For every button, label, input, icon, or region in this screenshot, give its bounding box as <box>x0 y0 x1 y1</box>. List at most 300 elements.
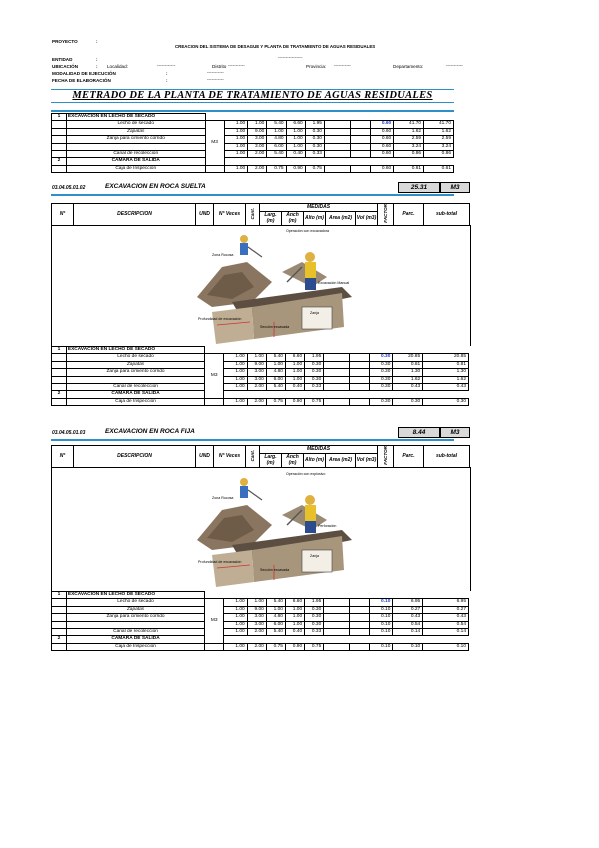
subtotal-cell: 20.85 <box>423 354 469 361</box>
cant-cell: 9.00 <box>248 128 267 135</box>
unit-cell: M3 <box>205 599 224 643</box>
section3-name: EXCAVACION EN ROCA FIJA <box>105 428 195 435</box>
localidad-label: Localidad: <box>107 64 128 69</box>
col-cant: Cant. <box>246 446 260 468</box>
veces-cell: 1.00 <box>224 376 247 383</box>
larg-cell: 1.00 <box>266 361 285 368</box>
parc-cell: 0.81 <box>393 361 423 368</box>
area-cell <box>324 376 350 383</box>
table-row <box>52 606 469 613</box>
col-parc: Parc. <box>394 204 424 226</box>
group-label: CAMARA DE SALIDA <box>66 636 204 643</box>
section2-rule <box>51 194 454 196</box>
vol-cell <box>350 136 370 143</box>
col-medidas: MEDIDAS <box>260 446 378 454</box>
subtotal-cell: 41.70 <box>424 121 454 128</box>
vol-cell <box>350 128 370 135</box>
parc-cell: 0.61 <box>394 165 424 172</box>
col-cant: Cant. <box>246 204 260 226</box>
cant-cell: 1.00 <box>247 354 266 361</box>
anch-cell: 1.00 <box>286 143 305 150</box>
col-n: N° <box>52 204 74 226</box>
vol-cell <box>350 121 370 128</box>
anch-cell: 6.60 <box>285 354 304 361</box>
col-n: N° <box>52 446 74 468</box>
cant-cell: 3.00 <box>247 614 266 621</box>
section3-header <box>51 445 470 468</box>
anch-cell: 0.40 <box>286 150 305 157</box>
fecha-colon: : <box>166 78 168 83</box>
col-factor: FACTOR <box>378 204 394 226</box>
img-label-b: Zona Rocosa <box>212 496 234 500</box>
alto-cell: 1.95 <box>305 599 324 606</box>
cant-cell: 3.00 <box>248 136 267 143</box>
vol-cell <box>349 614 369 621</box>
alto-cell: 0.75 <box>305 398 324 405</box>
page-title: METRADO DE LA PLANTA DE TRATAMIENTO DE AGUAS RESIDUALES <box>72 90 433 101</box>
anch-cell: 1.00 <box>286 136 305 143</box>
anch-cell: 1.00 <box>285 369 304 376</box>
parc-cell: 20.85 <box>393 354 423 361</box>
anch-cell: 1.00 <box>285 614 304 621</box>
section2-unit: M3 <box>440 182 470 193</box>
table-row <box>52 136 454 143</box>
img-label-a: Operación con explosivo <box>286 472 326 476</box>
vol-cell <box>349 398 369 405</box>
parc-cell: 3.24 <box>394 143 424 150</box>
alto-cell: 0.33 <box>305 383 324 390</box>
table-row <box>52 114 454 121</box>
alto-cell: 0.30 <box>305 606 324 613</box>
larg-cell: 5.40 <box>267 150 286 157</box>
col-parc: Parc. <box>394 446 424 468</box>
area-cell <box>324 121 350 128</box>
table-row <box>52 599 469 606</box>
table-row <box>52 643 469 650</box>
larg-cell: 5.40 <box>266 599 285 606</box>
col-alto: Alto (m) <box>304 211 326 225</box>
row-desc: Caja de Inspeccion <box>66 643 204 650</box>
larg-cell: 4.80 <box>266 614 285 621</box>
row-desc: Caja de Inspeccion <box>66 398 204 405</box>
factor-cell: 0.30 <box>369 369 392 376</box>
vol-cell <box>349 599 369 606</box>
departamento-value: ----------- <box>446 63 463 68</box>
col-descripcion: DESCRIPCION <box>74 204 196 226</box>
img-label-f: Sección excavada <box>260 568 290 572</box>
area-cell <box>324 599 350 606</box>
table-row <box>52 614 469 621</box>
veces-cell: 1.00 <box>224 614 247 621</box>
veces-cell: 1.00 <box>224 606 247 613</box>
fecha-value: ----------- <box>207 77 224 82</box>
alto-cell: 0.30 <box>305 614 324 621</box>
factor-cell: 0.60 <box>370 121 393 128</box>
table-row <box>52 369 469 376</box>
anch-cell: 0.90 <box>286 165 305 172</box>
section2-table <box>51 346 469 406</box>
subtotal-cell: 0.54 <box>423 621 469 628</box>
area-cell <box>324 614 350 621</box>
row-desc: Lecho de secado <box>66 599 204 606</box>
row-desc <box>66 376 204 383</box>
section2-image-area <box>51 225 471 346</box>
row-desc <box>66 621 204 628</box>
cant-cell: 2.00 <box>248 150 267 157</box>
area-cell <box>324 643 350 650</box>
area-cell <box>324 361 350 368</box>
entidad-label: ENTIDAD <box>52 57 73 62</box>
anch-cell: 0.40 <box>285 628 304 635</box>
table-row <box>52 143 454 150</box>
parc-cell: 1.62 <box>393 376 423 383</box>
parc-cell: 0.30 <box>393 398 423 405</box>
provincia-value: ----------- <box>334 63 351 68</box>
col-anch: Anch (m) <box>282 453 304 467</box>
anch-cell: 1.00 <box>286 128 305 135</box>
larg-cell: 6.00 <box>266 376 285 383</box>
veces-cell: 1.00 <box>224 354 247 361</box>
larg-cell: 4.80 <box>266 369 285 376</box>
area-cell <box>324 383 350 390</box>
row-desc: Lecho de secado <box>66 354 204 361</box>
group-label: CAMARA DE SALIDA <box>66 158 205 165</box>
img-label-d: Zanja <box>310 554 319 558</box>
table-row <box>52 347 469 354</box>
area-cell <box>324 369 350 376</box>
proyecto-label: PROYECTO <box>52 39 78 44</box>
factor-cell: 0.60 <box>370 143 393 150</box>
anch-cell: 1.00 <box>285 621 304 628</box>
subtotal-cell: 0.30 <box>423 398 469 405</box>
vol-cell <box>349 643 369 650</box>
alto-cell: 1.95 <box>305 354 324 361</box>
col-vol: Vol (m3) <box>356 211 378 225</box>
larg-cell: 6.00 <box>266 621 285 628</box>
title-bar <box>51 89 454 103</box>
entidad-colon: : <box>96 57 98 62</box>
anch-cell: 0.40 <box>285 383 304 390</box>
area-cell <box>324 621 350 628</box>
table1 <box>51 113 454 173</box>
section3-rule <box>51 439 454 441</box>
subtotal-cell: 6.95 <box>423 599 469 606</box>
col-und: UND <box>196 204 214 226</box>
col-subtotal: sub-total <box>424 446 470 468</box>
col-veces: N° Veces <box>214 204 246 226</box>
section2-code: 03.04.05.01.02 <box>52 185 86 191</box>
parc-cell: 0.43 <box>393 614 423 621</box>
section3-qty: 8.44 <box>398 427 440 438</box>
img-label-e: Profundidad de excavación <box>198 317 242 321</box>
col-area: Area (m2) <box>326 453 356 467</box>
img-label-f: Sección excavada <box>260 325 290 329</box>
subtotal-cell: 0.43 <box>423 614 469 621</box>
area-cell <box>324 354 350 361</box>
area-cell <box>324 398 350 405</box>
cant-cell: 3.00 <box>247 376 266 383</box>
alto-cell: 0.75 <box>305 165 324 172</box>
parc-cell: 6.95 <box>393 599 423 606</box>
table-row <box>52 592 469 599</box>
larg-cell: 6.00 <box>267 143 286 150</box>
alto-cell: 0.30 <box>305 621 324 628</box>
row-desc: Lecho de secado <box>66 121 205 128</box>
larg-cell: 5.40 <box>266 383 285 390</box>
row-desc: Canal de recoleccion <box>66 383 204 390</box>
img-label-c: Excavación Manual <box>318 281 350 285</box>
parc-cell: 1.62 <box>394 128 424 135</box>
veces-cell: 1.00 <box>224 143 247 150</box>
factor-cell: 0.60 <box>370 165 393 172</box>
area-cell <box>324 606 350 613</box>
row-desc: Caja de Inspeccion <box>66 165 205 172</box>
distrito-label: Distrito <box>212 64 227 69</box>
veces-cell: 1.00 <box>224 383 247 390</box>
table-row <box>52 391 469 398</box>
alto-cell: 0.33 <box>305 150 324 157</box>
row-desc: Zapatas <box>66 128 205 135</box>
vol-cell <box>349 361 369 368</box>
anch-cell: 1.00 <box>285 361 304 368</box>
factor-cell: 0.10 <box>369 606 392 613</box>
area-cell <box>324 136 350 143</box>
vol-cell <box>349 383 369 390</box>
area-cell <box>324 143 350 150</box>
larg-cell: 5.40 <box>266 354 285 361</box>
group-number: 1 <box>52 347 67 354</box>
table1-top-rule <box>51 110 454 112</box>
table-row <box>52 121 454 128</box>
alto-cell: 0.33 <box>305 628 324 635</box>
parc-cell: 0.27 <box>393 606 423 613</box>
img-label-c: Perforación <box>318 524 337 528</box>
anch-cell: 0.90 <box>285 398 304 405</box>
factor-cell: 0.30 <box>369 383 392 390</box>
veces-cell: 1.00 <box>224 136 247 143</box>
subtotal-cell: 1.62 <box>423 376 469 383</box>
table-row <box>52 361 469 368</box>
factor-cell: 0.60 <box>370 150 393 157</box>
section2-name: EXCAVACION EN ROCA SUELTA <box>105 183 206 190</box>
alto-cell: 0.30 <box>305 376 324 383</box>
ubicacion-label: UBICACIÓN <box>52 64 79 69</box>
factor-cell: 0.10 <box>369 599 392 606</box>
cant-cell: 9.00 <box>247 361 266 368</box>
proyecto-value: CREACION DEL SISTEMA DE DESAGUE Y PLANTA DE TRATAMIENTO DE AGUAS RESIDUALES <box>175 44 376 49</box>
img-label-b: Zona Rocosa <box>212 253 234 257</box>
modalidad-label: MODALIDAD DE EJECUCIÓN <box>52 71 116 76</box>
subtotal-cell: 0.81 <box>423 361 469 368</box>
subtotal-cell: 3.24 <box>424 143 454 150</box>
subtotal-cell: 0.27 <box>423 606 469 613</box>
alto-cell: 1.95 <box>305 121 324 128</box>
factor-cell: 0.30 <box>369 398 392 405</box>
entidad-value: ---------------- <box>278 55 303 60</box>
img-label-d: Zanja <box>310 311 319 315</box>
table-row <box>52 376 469 383</box>
larg-cell: 4.80 <box>267 136 286 143</box>
cant-cell: 1.00 <box>247 599 266 606</box>
area-cell <box>324 628 350 635</box>
vol-cell <box>350 165 370 172</box>
factor-cell: 0.30 <box>369 361 392 368</box>
veces-cell: 1.00 <box>224 361 247 368</box>
cant-cell: 3.00 <box>247 621 266 628</box>
anch-cell: 6.60 <box>285 599 304 606</box>
factor-cell: 0.30 <box>369 354 392 361</box>
table-row <box>52 636 469 643</box>
table-row <box>52 354 469 361</box>
unit-cell: M3 <box>205 354 224 398</box>
group-label: CAMARA DE SALIDA <box>66 391 204 398</box>
veces-cell: 1.00 <box>224 398 247 405</box>
anch-cell: 6.60 <box>286 121 305 128</box>
subtotal-cell: 2.59 <box>424 136 454 143</box>
veces-cell: 1.00 <box>224 128 247 135</box>
group-number: 1 <box>52 114 67 121</box>
alto-cell: 0.30 <box>305 369 324 376</box>
row-desc: Zanja para cimiento corrido <box>66 136 205 143</box>
veces-cell: 1.00 <box>224 643 247 650</box>
vol-cell <box>349 354 369 361</box>
provincia-label: Provincia: <box>306 64 327 69</box>
area-cell <box>324 150 350 157</box>
section2-header <box>51 203 470 226</box>
ubicacion-colon: : <box>96 64 98 69</box>
larg-cell: 0.75 <box>266 643 285 650</box>
factor-cell: 0.60 <box>370 128 393 135</box>
veces-cell: 1.00 <box>224 165 247 172</box>
veces-cell: 1.00 <box>224 150 247 157</box>
row-desc: Canal de recoleccion <box>66 628 204 635</box>
col-vol: Vol (m3) <box>356 453 378 467</box>
table-row <box>52 398 469 405</box>
subtotal-cell: 0.61 <box>424 165 454 172</box>
table-row <box>52 158 454 165</box>
parc-cell: 2.59 <box>394 136 424 143</box>
col-descripcion: DESCRIPCION <box>74 446 196 468</box>
distrito-value: ----------- <box>228 63 245 68</box>
group-number: 2 <box>52 391 67 398</box>
row-desc: Zanja para cimiento corrido <box>66 614 204 621</box>
factor-cell: 0.10 <box>369 628 392 635</box>
row-desc: Canal de recoleccion <box>66 150 205 157</box>
alto-cell: 0.75 <box>305 643 324 650</box>
modalidad-value: ----------- <box>207 70 224 75</box>
parc-cell: 0.14 <box>393 628 423 635</box>
vol-cell <box>349 369 369 376</box>
parc-cell: 0.10 <box>393 643 423 650</box>
factor-cell: 0.10 <box>369 614 392 621</box>
col-medidas: MEDIDAS <box>260 204 378 212</box>
alto-cell: 0.30 <box>305 136 324 143</box>
subtotal-cell: 1.62 <box>424 128 454 135</box>
veces-cell: 1.00 <box>224 599 247 606</box>
col-subtotal: sub-total <box>424 204 470 226</box>
group-number: 2 <box>52 636 67 643</box>
table-row <box>52 383 469 390</box>
col-area: Area (m2) <box>326 211 356 225</box>
col-factor: FACTOR <box>378 446 394 468</box>
vol-cell <box>350 143 370 150</box>
localidad-value: ------------ <box>157 63 176 68</box>
vol-cell <box>349 621 369 628</box>
cant-cell: 1.00 <box>248 121 267 128</box>
larg-cell: 5.40 <box>267 121 286 128</box>
table-row <box>52 150 454 157</box>
row-desc: Zapatas <box>66 606 204 613</box>
subtotal-cell: 0.10 <box>423 643 469 650</box>
cant-cell: 3.00 <box>248 143 267 150</box>
table-row <box>52 621 469 628</box>
anch-cell: 1.00 <box>285 376 304 383</box>
parc-cell: 0.54 <box>393 621 423 628</box>
cant-cell: 2.00 <box>247 398 266 405</box>
cant-cell: 2.00 <box>248 165 267 172</box>
vol-cell <box>349 628 369 635</box>
factor-cell: 0.60 <box>370 136 393 143</box>
row-desc <box>66 143 205 150</box>
proyecto-colon: : <box>96 39 98 44</box>
section3-image-area <box>51 467 471 591</box>
cant-cell: 2.00 <box>247 628 266 635</box>
group-label: EXCAVACION EN LECHO DE SECADO <box>66 592 204 599</box>
group-number: 1 <box>52 592 67 599</box>
subtotal-cell: 0.86 <box>424 150 454 157</box>
table-row <box>52 628 469 635</box>
anch-cell: 1.00 <box>285 606 304 613</box>
subtotal-cell: 0.14 <box>423 628 469 635</box>
vol-cell <box>349 376 369 383</box>
parc-cell: 0.86 <box>394 150 424 157</box>
row-desc: Zapatas <box>66 361 204 368</box>
larg-cell: 5.40 <box>266 628 285 635</box>
alto-cell: 0.30 <box>305 128 324 135</box>
cant-cell: 3.00 <box>247 369 266 376</box>
vol-cell <box>350 150 370 157</box>
veces-cell: 1.00 <box>224 369 247 376</box>
group-label: EXCAVACION EN LECHO DE SECADO <box>66 114 205 121</box>
subtotal-cell: 1.30 <box>423 369 469 376</box>
section3-code: 03.04.05.01.03 <box>52 430 86 436</box>
cant-cell: 9.00 <box>247 606 266 613</box>
fecha-label: FECHA DE ELABORACIÓN <box>52 78 111 83</box>
section3-table <box>51 591 469 651</box>
excavation-illustration <box>192 227 362 347</box>
larg-cell: 1.00 <box>266 606 285 613</box>
veces-cell: 1.00 <box>224 621 247 628</box>
col-veces: N° Veces <box>214 446 246 468</box>
parc-cell: 1.30 <box>393 369 423 376</box>
factor-cell: 0.10 <box>369 643 392 650</box>
col-alto: Alto (m) <box>304 453 326 467</box>
row-desc: Zanja para cimiento corrido <box>66 369 204 376</box>
veces-cell: 1.00 <box>224 121 247 128</box>
img-label-e: Profundidad de excavación <box>198 560 242 564</box>
excavation-illustration <box>192 470 362 590</box>
alto-cell: 0.30 <box>305 143 324 150</box>
larg-cell: 1.00 <box>267 128 286 135</box>
area-cell <box>324 128 350 135</box>
larg-cell: 0.75 <box>266 398 285 405</box>
table-row <box>52 128 454 135</box>
group-label: EXCAVACION EN LECHO DE SECADO <box>66 347 204 354</box>
col-anch: Anch (m) <box>282 211 304 225</box>
factor-cell: 0.30 <box>369 376 392 383</box>
modalidad-colon: : <box>166 71 168 76</box>
alto-cell: 0.30 <box>305 361 324 368</box>
